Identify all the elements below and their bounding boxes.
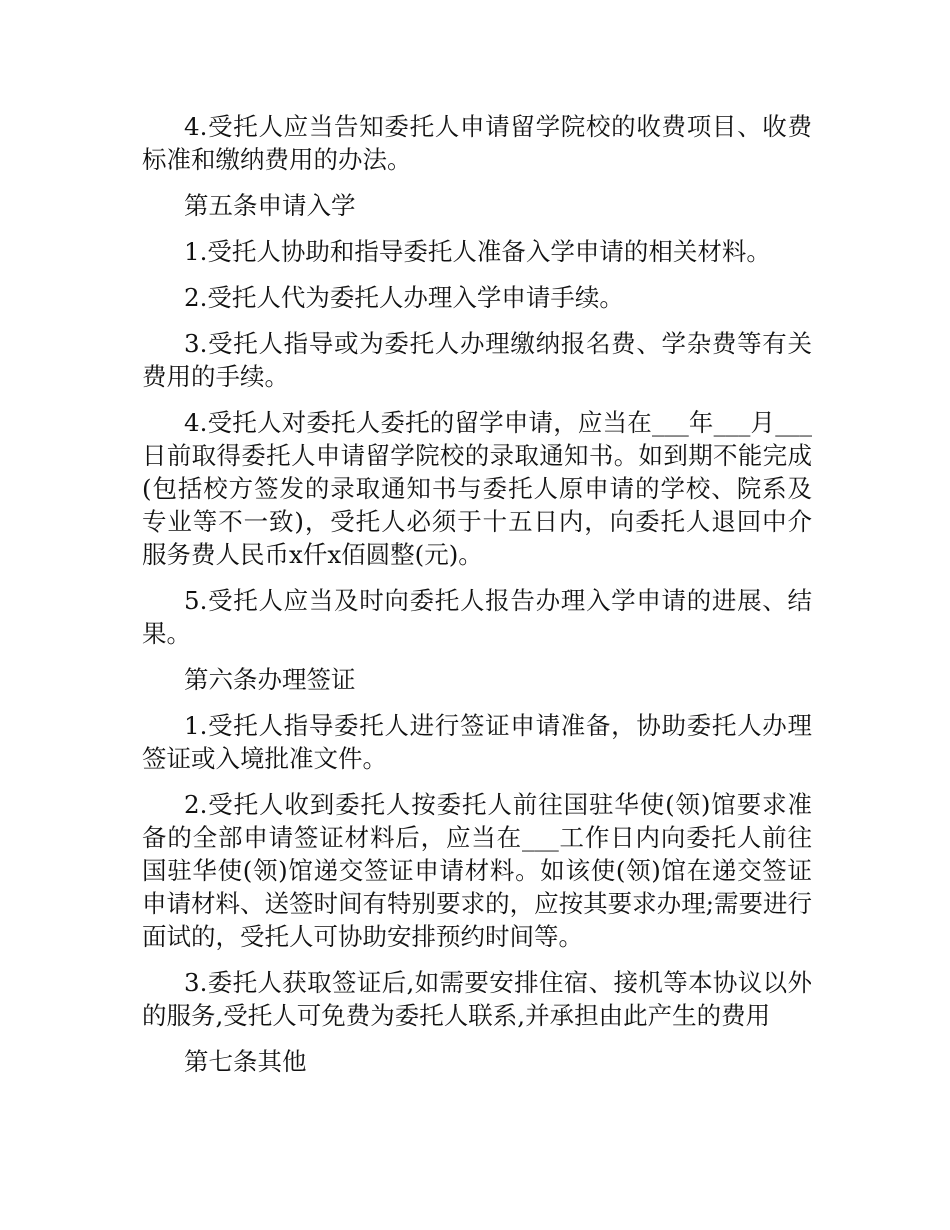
paragraph-5-2: 2.受托人代为委托人办理入学申请手续。 [184, 283, 624, 312]
paragraph-6-2: 2.受托人收到委托人按委托人前往国驻华使(领)馆要求准备的全部申请签证材料后，应当在___工作日内向委托人前往国驻华使(领)馆递交签证申请材料。如该使(领)馆在递交签证申请材料、送签时间有特别要求的，应按其要求办理;需要进行面试的，受托人可协助安排预约时间等。 [142, 790, 812, 951]
paragraph-6-3: 3.委托人获取签证后,如需要安排住宿、接机等本协议以外的服务,受托人可免费为委托人联系,并承担由此产生的费用 [142, 968, 812, 1030]
paragraph-5-1: 1.受托人协助和指导委托人准备入学申请的相关材料。 [184, 237, 771, 266]
section-heading-article-6: 第六条办理签证 [184, 665, 356, 694]
paragraph-5-4: 4.受托人对委托人委托的留学申请，应当在___年___月___日前取得委托人申请留学院校的录取通知书。如到期不能完成(包括校方签发的录取通知书与委托人原申请的学校、院系及专业等不一致)，受托人必须于十五日内，向委托人退回中介服务费人民币x仟x佰圆整(元)。 [142, 408, 812, 569]
paragraph-6-1: 1.受托人指导委托人进行签证申请准备，协助委托人办理签证或入境批准文件。 [142, 711, 812, 773]
paragraph-5-3: 3.受托人指导或为委托人办理缴纳报名费、学杂费等有关费用的手续。 [142, 329, 812, 391]
section-heading-article-7: 第七条其他 [184, 1047, 307, 1076]
paragraph-fee-notice: 4.受托人应当告知委托人申请留学院校的收费项目、收费标准和缴纳费用的办法。 [142, 112, 812, 174]
paragraph-5-5: 5.受托人应当及时向委托人报告办理入学申请的进展、结果。 [142, 586, 812, 648]
document-body [142, 110, 812, 1091]
section-heading-article-5: 第五条申请入学 [184, 191, 356, 220]
